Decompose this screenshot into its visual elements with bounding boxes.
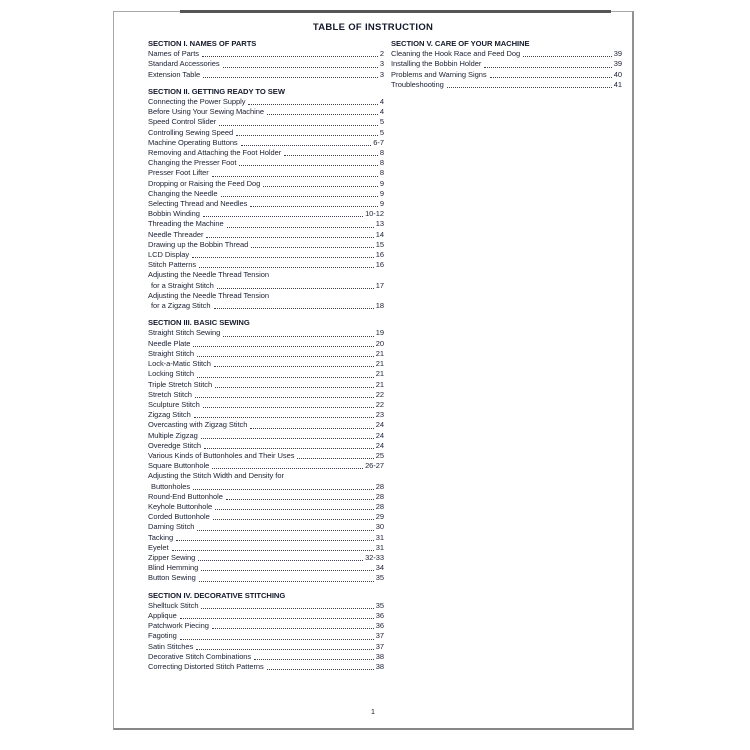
dotted-leader [202,49,378,57]
section-header: SECTION V. CARE OF YOUR MACHINE [391,39,530,48]
toc-entry [148,128,384,138]
dotted-leader [203,400,374,408]
toc-entry-page: 21 [375,379,384,389]
dotted-leader [201,563,374,571]
toc-entry [148,502,384,512]
toc-entry-label: Button Sewing [148,573,196,583]
dotted-leader [226,492,374,500]
toc-entry-page: 21 [375,348,384,358]
toc-entry-label: Stretch Stitch [148,389,192,399]
toc-entry [148,359,384,369]
dotted-leader [203,70,378,78]
toc-entry [148,328,384,338]
dotted-leader [263,179,378,187]
toc-entry [148,59,384,69]
dotted-leader [214,301,374,309]
toc-entry-page: 28 [375,501,384,511]
toc-entry-page: 35 [375,600,384,610]
toc-entry [148,492,384,502]
toc-entry-label: Stitch Patterns [148,260,197,270]
dotted-leader [204,441,374,449]
toc-entry-label: Straight Stitch [148,348,194,358]
toc-entry [148,451,384,461]
toc-entry-label: Connecting the Power Supply [148,97,246,107]
dotted-leader [199,573,374,581]
toc-entry-page: 21 [375,359,384,369]
toc-entry-page: 3 [379,59,384,69]
toc-entry [148,209,384,219]
toc-entry [148,339,384,349]
toc-entry [391,49,622,59]
dotted-leader [215,502,374,510]
toc-entry-label: Speed Control Slider [148,117,217,127]
toc-entry-label: Needle Plate [148,338,191,348]
dotted-leader [196,642,374,650]
toc-entry-label: Controlling Sewing Speed [148,127,234,137]
toc-entry [148,662,384,672]
footer-page-number: 1 [370,707,376,716]
toc-entry-label: Blind Hemming [148,563,199,573]
dotted-leader [212,621,374,629]
toc-entry-label: Names of Parts [148,49,199,59]
dotted-leader [214,359,374,367]
toc-entry-page: 3 [379,69,384,79]
toc-entry-page: 17 [375,280,384,290]
toc-entry-label: Keyhole Buttonhole [148,501,213,511]
toc-entry-page: 6-7 [373,137,384,147]
toc-entry-label: Overedge Stitch [148,440,202,450]
dotted-leader [194,410,374,418]
toc-entry-page: 39 [613,49,622,59]
section-header: SECTION IV. DECORATIVE STITCHING [148,590,286,600]
dotted-leader [221,189,378,197]
dotted-leader [523,49,612,57]
toc-entry-label: LCD Display [148,250,190,260]
toc-entry-label: Drawing up the Bobbin Thread [148,239,249,249]
toc-entry-page: 34 [375,563,384,573]
toc-entry-label: Corded Buttonhole [148,512,210,522]
toc-entry-page: 4 [379,107,384,117]
toc-entry-label: Problems and Warning Signs [391,69,487,79]
toc-entry-label: for a Straight Stitch [151,280,214,290]
toc-entry-label: Straight Stitch Sewing [148,328,221,338]
section-header: SECTION I. NAMES OF PARTS [148,39,257,48]
toc-entry-label: Needle Threader [148,229,204,239]
toc-entry [148,168,384,178]
toc-entry [148,431,384,441]
dotted-leader [199,260,374,268]
toc-entry-label: Sculpture Stitch [148,399,200,409]
dotted-leader [197,522,373,530]
dotted-leader [193,339,373,347]
toc-entry-label: Patchwork Piecing [148,621,209,631]
dotted-leader [250,420,373,428]
dotted-leader [236,128,378,136]
toc-entry-label: Satin Stitches [148,641,194,651]
toc-entry-label: Various Kinds of Buttonholes and Their Uses [148,450,295,460]
toc-entry-page: 37 [375,641,384,651]
toc-entry-label: Tacking [148,532,174,542]
toc-entry [148,563,384,573]
toc-entry-page: 28 [375,481,384,491]
toc-entry-page: 35 [375,573,384,583]
dotted-leader [212,461,363,469]
toc-entry-page: 23 [375,410,384,420]
toc-entry-label: Decorative Stitch Combinations [148,651,252,661]
dotted-leader [490,70,612,78]
toc-entry-page: 24 [375,440,384,450]
toc-entry-page: 19 [375,328,384,338]
toc-entry-label: Extension Table [148,69,201,79]
toc-entry-label: Presser Foot Lifter [148,168,209,178]
toc-entry [148,148,384,158]
toc-entry [148,533,384,543]
toc-entry-label: Changing the Needle [148,188,218,198]
toc-entry [148,390,384,400]
toc-entry [148,380,384,390]
toc-entry [148,631,384,641]
toc-entry-label: Lock-a-Matic Stitch [148,359,211,369]
toc-entry [148,189,384,199]
toc-entry-page: 21 [375,369,384,379]
toc-entry [148,642,384,652]
toc-entry-label: Eyelet [148,542,169,552]
dotted-leader [180,631,374,639]
toc-entry [148,522,384,532]
toc-entry-label: Fagoting [148,631,177,641]
dotted-leader [192,250,374,258]
toc-entry [148,158,384,168]
dotted-leader [197,349,374,357]
toc-entry [148,410,384,420]
toc-entry-label: Adjusting the Needle Thread Tension [148,270,269,280]
toc-entry-page: 5 [379,127,384,137]
toc-entry-page: 4 [379,97,384,107]
dotted-leader [484,59,611,67]
dotted-leader [267,107,378,115]
section-header: SECTION II. GETTING READY TO SEW [148,86,285,96]
toc-entry-page: 24 [375,420,384,430]
dotted-leader [254,652,374,660]
dotted-leader [241,138,372,146]
toc-entry-label: Removing and Attaching the Foot Holder [148,148,282,158]
toc-entry [148,369,384,379]
dotted-leader [251,240,374,248]
toc-entry-label: Buttonholes [151,481,191,491]
toc-entry [148,621,384,631]
toc-entry-label: Applique [148,610,177,620]
toc-entry-label: Overcasting with Zigzag Stitch [148,420,248,430]
toc-entry-label: Locking Stitch [148,369,194,379]
toc-entry-page: 16 [375,250,384,260]
toc-entry-page: 8 [379,148,384,158]
toc-entry-label: Cleaning the Hook Race and Feed Dog [391,49,521,59]
toc-entry [148,230,384,240]
dotted-leader [297,451,373,459]
dotted-leader [215,380,374,388]
toc-entry-page: 14 [375,229,384,239]
toc-entry [148,512,384,522]
toc-entry [391,70,622,80]
top-edge-scan-line [180,10,611,13]
dotted-leader [217,281,374,289]
toc-entry [391,59,622,69]
toc-column-left [148,39,384,672]
toc-entry-page: 32-33 [365,552,384,562]
dotted-leader [206,230,373,238]
manual-page [113,11,634,730]
toc-entry [148,107,384,117]
toc-entry [148,117,384,127]
toc-entry-page: 41 [613,79,622,89]
dotted-leader [195,390,374,398]
toc-entry-label: Before Using Your Sewing Machine [148,107,264,117]
toc-entry-page: 22 [375,389,384,399]
toc-entry [148,219,384,229]
toc-entry-page: 2 [379,49,384,59]
toc-entry-label: Multiple Zigzag [148,430,198,440]
toc-entry [148,270,384,280]
dotted-leader [176,533,374,541]
toc-entry [148,461,384,471]
toc-entry [148,349,384,359]
toc-entry [148,250,384,260]
toc-entry-label: Standard Accessories [148,59,220,69]
toc-entry [148,441,384,451]
toc-entry-page: 9 [379,188,384,198]
dotted-leader [267,662,374,670]
toc-entry [148,240,384,250]
toc-entry [148,301,384,311]
toc-entry-page: 5 [379,117,384,127]
toc-entry-page: 38 [375,651,384,661]
toc-entry-label: for a Zigzag Stitch [151,301,211,311]
toc-entry-label: Adjusting the Needle Thread Tension [148,290,269,300]
toc-entry [148,573,384,583]
toc-entry [391,80,622,90]
toc-entry-label: Threading the Machine [148,219,224,229]
toc-entry [148,70,384,80]
toc-entry [148,471,384,481]
toc-entry [148,652,384,662]
toc-entry-page: 13 [375,219,384,229]
toc-entry-label: Triple Stretch Stitch [148,379,213,389]
toc-entry-page: 36 [375,621,384,631]
dotted-leader [239,158,377,166]
toc-entry [148,49,384,59]
toc-entry [148,179,384,189]
toc-entry [148,420,384,430]
toc-entry [148,553,384,563]
page-title: TABLE OF INSTRUCTION [312,22,434,33]
toc-entry-label: Bobbin Winding [148,209,200,219]
toc-entry-page: 39 [613,59,622,69]
toc-entry-page: 9 [379,178,384,188]
dotted-leader [198,553,363,561]
dotted-leader [219,117,378,125]
dotted-leader [223,59,378,67]
toc-entry-label: Darning Stitch [148,522,195,532]
toc-entry-page: 37 [375,631,384,641]
dotted-leader [201,431,374,439]
toc-entry-page: 10-12 [365,209,384,219]
dotted-leader [193,482,374,490]
toc-entry-label: Adjusting the Stitch Width and Density for [148,471,284,481]
toc-entry-page: 20 [375,338,384,348]
toc-entry [148,611,384,621]
dotted-leader [248,97,377,105]
section-header: SECTION III. BASIC SEWING [148,318,250,328]
dotted-leader [203,209,363,217]
toc-entry-page: 8 [379,168,384,178]
toc-column-right [391,39,622,90]
toc-entry [148,260,384,270]
toc-entry-label: Square Buttonhole [148,461,210,471]
toc-entry-page: 36 [375,610,384,620]
toc-entry-label: Round-End Buttonhole [148,491,223,501]
toc-entry-label: Shelltuck Stitch [148,600,199,610]
toc-entry-page: 40 [613,69,622,79]
toc-entry-page: 30 [375,522,384,532]
dotted-leader [212,168,378,176]
toc-entry [148,199,384,209]
dotted-leader [213,512,374,520]
toc-entry-page: 38 [375,661,384,671]
toc-entry [148,291,384,301]
toc-entry-label: Dropping or Raising the Feed Dog [148,178,261,188]
dotted-leader [447,80,612,88]
toc-entry-label: Troubleshooting [391,79,444,89]
dotted-leader [227,219,374,227]
toc-entry-label: Zigzag Stitch [148,410,191,420]
toc-entry [148,97,384,107]
toc-entry [148,138,384,148]
dotted-leader [201,601,373,609]
toc-entry-label: Installing the Bobbin Holder [391,59,482,69]
toc-entry [148,400,384,410]
toc-entry-page: 9 [379,199,384,209]
toc-entry-page: 29 [375,512,384,522]
dotted-leader [172,543,374,551]
toc-entry-label: Changing the Presser Foot [148,158,237,168]
toc-entry-page: 8 [379,158,384,168]
toc-entry-page: 24 [375,430,384,440]
toc-entry [148,601,384,611]
toc-entry-page: 28 [375,491,384,501]
toc-entry-label: Selecting Thread and Needles [148,199,248,209]
toc-entry-page: 22 [375,399,384,409]
toc-entry-page: 15 [375,239,384,249]
toc-entry-label: Machine Operating Buttons [148,137,238,147]
dotted-leader [284,148,378,156]
toc-entry-page: 18 [375,301,384,311]
dotted-leader [180,611,374,619]
toc-entry [148,482,384,492]
toc-entry [148,543,384,553]
toc-entry-page: 31 [375,532,384,542]
toc-entry-page: 31 [375,542,384,552]
toc-entry-page: 25 [375,450,384,460]
dotted-leader [250,199,378,207]
dotted-leader [223,328,373,336]
dotted-leader [197,369,374,377]
toc-entry [148,281,384,291]
toc-entry-label: Zipper Sewing [148,552,196,562]
toc-entry-page: 16 [375,260,384,270]
toc-entry-page: 26-27 [365,461,384,471]
toc-entry-label: Correcting Distorted Stitch Patterns [148,661,264,671]
